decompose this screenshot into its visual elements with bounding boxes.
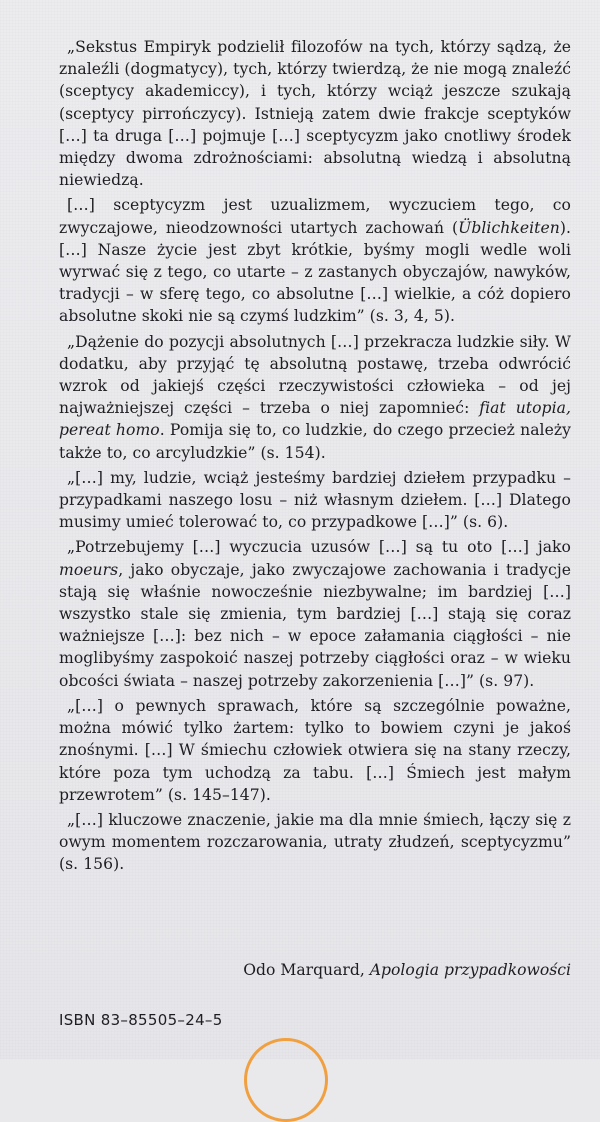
quote-paragraph [59, 467, 571, 534]
quote-paragraph [59, 194, 571, 327]
isbn-number: ISBN 83–85505–24–5 [59, 1011, 223, 1029]
quote-paragraph [59, 331, 571, 464]
quote-text: . Pomija się to, co ludzkie, do czego przecież należy także to, co arcyludzkie” (s. 154). [59, 421, 571, 462]
quote-paragraph [59, 809, 571, 876]
quote-paragraph [59, 536, 571, 691]
quote-italic-term: fiat utopia, pereat homo [59, 399, 571, 440]
quote-text: „[…] my, ludzie, wciąż jesteśmy bardziej dziełem przypadku – przypadkami naszego losu – niż własnym dziełem. […] Dlatego musimy umieć tolerować to, co przypadkowe […]” (s. 6). [59, 468, 571, 532]
quote-text: ). […] Nasze życie jest zbyt krótkie, byśmy mogli wedle woli wyrwać się z tego, co utarte – z zastanych obyczajów, nawyków, tradycji – w sferę tego, co absolutne […] wielkie, a cóż dopiero absolutne skoki nie są czymś ludzkim” (s. 3, 4, 5). [59, 218, 571, 326]
quote-paragraph [59, 36, 571, 191]
attribution-book-title: Apologia przypadkowości [369, 961, 571, 979]
quote-text: „[…] kluczowe znaczenie, jakie ma dla mnie śmiech, łączy się z owym momentem rozczarowania, utraty złudzeń, sceptycyzmu” (s. 156). [59, 810, 571, 874]
quote-italic-term: moeurs [59, 560, 119, 579]
quote-text: „Sekstus Empiryk podzielił filozofów na tych, którzy sądzą, że znaleźli (dogmatycy), tych, którzy twierdzą, że nie mogą znaleźć (sceptycy akademiccy), i tych, którzy wciąż jeszcze szukają (sceptycy pirrończycy). Istnieją zatem dwie frakcje sceptyków […] ta druga […] pojmuje […] sceptycyzm jako cnotliwy środek między dwoma zdrożnościami: absolutną wiedzą i absolutną niewiedzą. [59, 38, 571, 190]
quote-text: „Potrzebujemy […] wyczucia uzusów […] są tu oto […] jako [67, 538, 571, 557]
quote-text: „Dążenie do pozycji absolutnych […] przekracza ludzkie siły. W dodatku, aby przyjąć tę absolutną postawę, trzeba odwrócić wzrok od jakiejś części rzeczywistości człowieka – od jej najważniejszej części – trzeba o niej zapomnieć: [59, 332, 571, 418]
blurb-quotes [59, 36, 571, 876]
quote-text: […] sceptycyzm jest uzualizmem, wyczuciem tego, co zwyczajowe, nieodzowności utartych zachowań ( [59, 196, 571, 237]
publisher-logo-circle [244, 1038, 328, 1122]
attribution [243, 961, 571, 979]
quote-text: , jako obyczaje, jako zwyczajowe zachowania i tradycje stają się właśnie nowocześnie niezbywalne; im bardziej […] wszystko stale się zmienia, tym bardziej […] stają się coraz ważniejsze […]: bez nich – w epoce załamania ciągłości – nie moglibyśmy zaspokoić naszej potrzeby ciągłości oraz – w wieku obcości świata – naszej potrzeby zakorzenienia […]” (s. 97). [59, 560, 571, 690]
attribution-author: Odo Marquard, [243, 961, 370, 979]
quote-paragraph [59, 695, 571, 806]
quote-italic-term: Üblichkeiten [458, 218, 560, 237]
quote-text: „[…] o pewnych sprawach, które są szczególnie poważne, można mówić tylko żartem: tylko to bowiem czyni je jakoś znośnymi. […] W śmiechu człowiek otwiera się na stany rzeczy, które poza tym uchodzą za tabu. […] Śmiech jest małym przewrotem” (s. 145–147). [59, 696, 571, 804]
